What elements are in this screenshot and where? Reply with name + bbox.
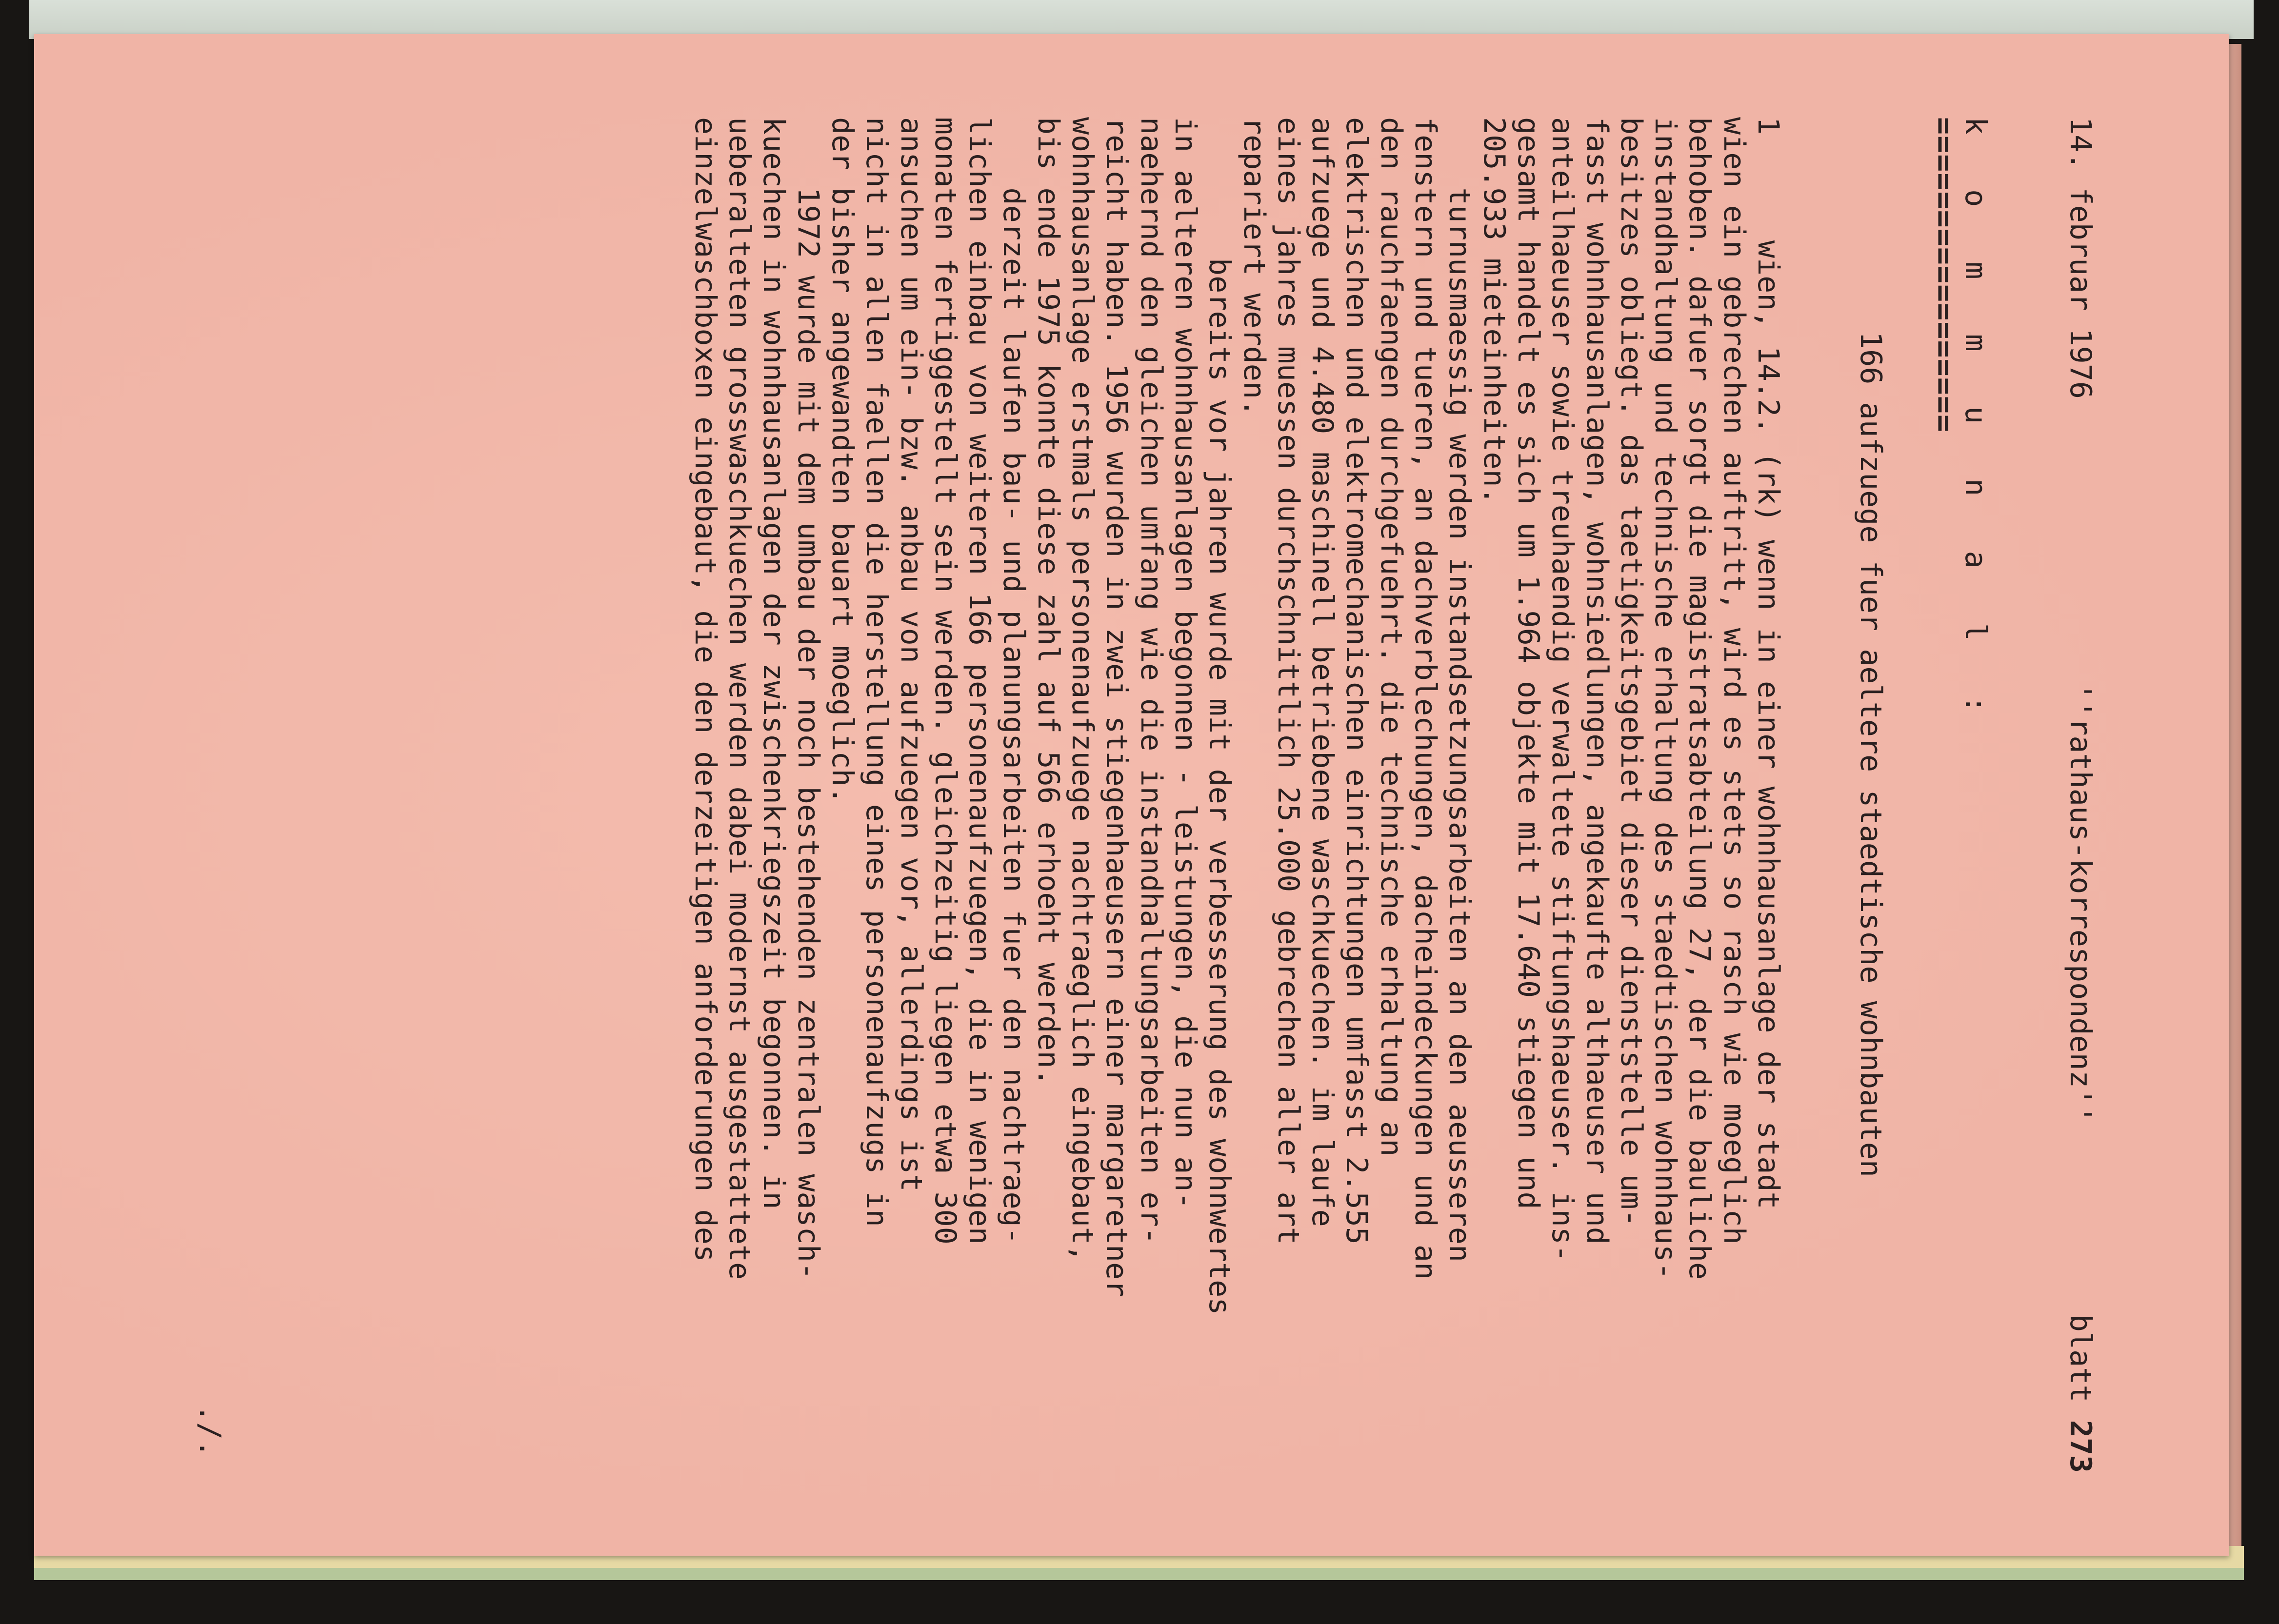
page-header [2059,117,2098,1473]
body-line: ueberalteten grosswaschkuechen werden dabei modernst ausgestattete [722,117,757,1280]
body-line: naehernd den gleichen umfang wie die instandhaltungsarbeiten er- [1134,117,1168,1245]
body-line: turnusmaessig werden instandsetzungsarbeiten an den aeusseren [1442,117,1477,1262]
binder-edge [29,0,2254,39]
body-line: elektrischen und elektromechanischen einrichtungen umfasst 2.555 [1339,117,1374,1245]
section-label: k o m m u n a l : [1959,117,1993,732]
underlying-green-sheet [34,1568,2244,1580]
rotated-text-page [117,117,2098,1473]
body-line: repariert werden. [1237,117,1271,417]
header-page [2063,1314,2098,1473]
body-line: monaten fertiggestellt sein werden. gleichzeitig liegen etwa 300 [928,117,962,1245]
article-body [688,117,1786,1315]
header-page-number: 273 [2063,1420,2098,1473]
body-line: den rauchfaengen durchgefuehrt. die technische erhaltung an [1374,117,1408,1157]
body-line: besitzes obliegt. das taetigkeitsgebiet dieser dienststelle um- [1614,117,1648,1227]
body-line: gesamt handelt es sich um 1.964 objekte mit 17.640 stiegen und [1511,117,1545,1209]
body-line: lichen einbau von weiteren 166 personenaufzuegen, die in wenigen [962,117,997,1245]
body-line: eines jahres muessen durchschnittlich 25.000 gebrechen aller art [1271,117,1305,1245]
body-line: fasst wohnhausanlagen, wohnsiedlungen, angekaufte althaeuser und [1579,117,1614,1245]
body-line: instandhaltung und technische erhaltung des staedtischen wohnhaus- [1648,117,1683,1280]
header-publication: ''rathaus-korrespondenz'' [2063,683,2098,1124]
body-line: reicht haben. 1956 wurden in zwei stiegenhaeusern einer margaretner [1100,117,1134,1298]
body-line: aufzuege und 4.480 maschinell betriebene waschkuechen. im laufe [1305,117,1340,1227]
body-line: ansuchen um ein- bzw. anbau von aufzuegen vor, allerdings ist [894,117,928,1192]
body-line: kuechen in wohnhausanlagen der zwischenkriegszeit begonnen. in [757,117,791,1209]
header-date: 14. februar 1976 [2063,117,2098,399]
body-line: nicht in allen faellen die herstellung eines personenaufzugs in [860,117,894,1227]
article-title: 166 aufzuege fuer aeltere staedtische wohnbauten [1854,332,1888,1177]
body-line: der bisher angewandten bauart moeglich. [825,117,860,804]
body-line: 205.933 mieteinheiten. [1477,117,1511,505]
continuation-mark: ./. [193,1405,227,1458]
body-line: in aelteren wohnhausanlagen begonnen - leistungen, die nun an- [1168,117,1202,1209]
body-line: wohnhausanlage erstmals personenaufzuege nachtraeglich eingebaut, [1065,117,1100,1262]
body-line: 1 wien, 14.2. (rk) wenn in einer wohnhausanlage der stadt [1751,117,1785,1209]
body-line: wien ein gebrechen auftritt, wird es stets so rasch wie moeglich [1717,117,1751,1245]
section-underline: ================= [1927,117,1961,434]
body-line: 1972 wurde mit dem umbau der noch bestehenden zentralen wasch- [791,117,825,1280]
body-line: fenstern und tueren, an dachverblechungen, dacheindeckungen und an [1408,117,1443,1280]
body-line: bereits vor jahren wurde mit der verbesserung des wohnwertes [1202,117,1237,1315]
body-line: einzelwaschboxen eingebaut, die den derzeitigen anforderungen des [688,117,722,1262]
body-line: derzeit laufen bau- und planungsarbeiten fuer den nachtraeg- [997,117,1031,1245]
body-line: bis ende 1975 konnte diese zahl auf 566 erhoeht werden. [1031,117,1065,1086]
body-line: behoben. dafuer sorgt die magistratsabteilung 27, der die bauliche [1682,117,1717,1280]
body-line: anteilhaeuser sowie treuhaendig verwaltete stiftungshaeuser. ins- [1545,117,1580,1262]
header-page-label: blatt [2063,1314,2098,1420]
